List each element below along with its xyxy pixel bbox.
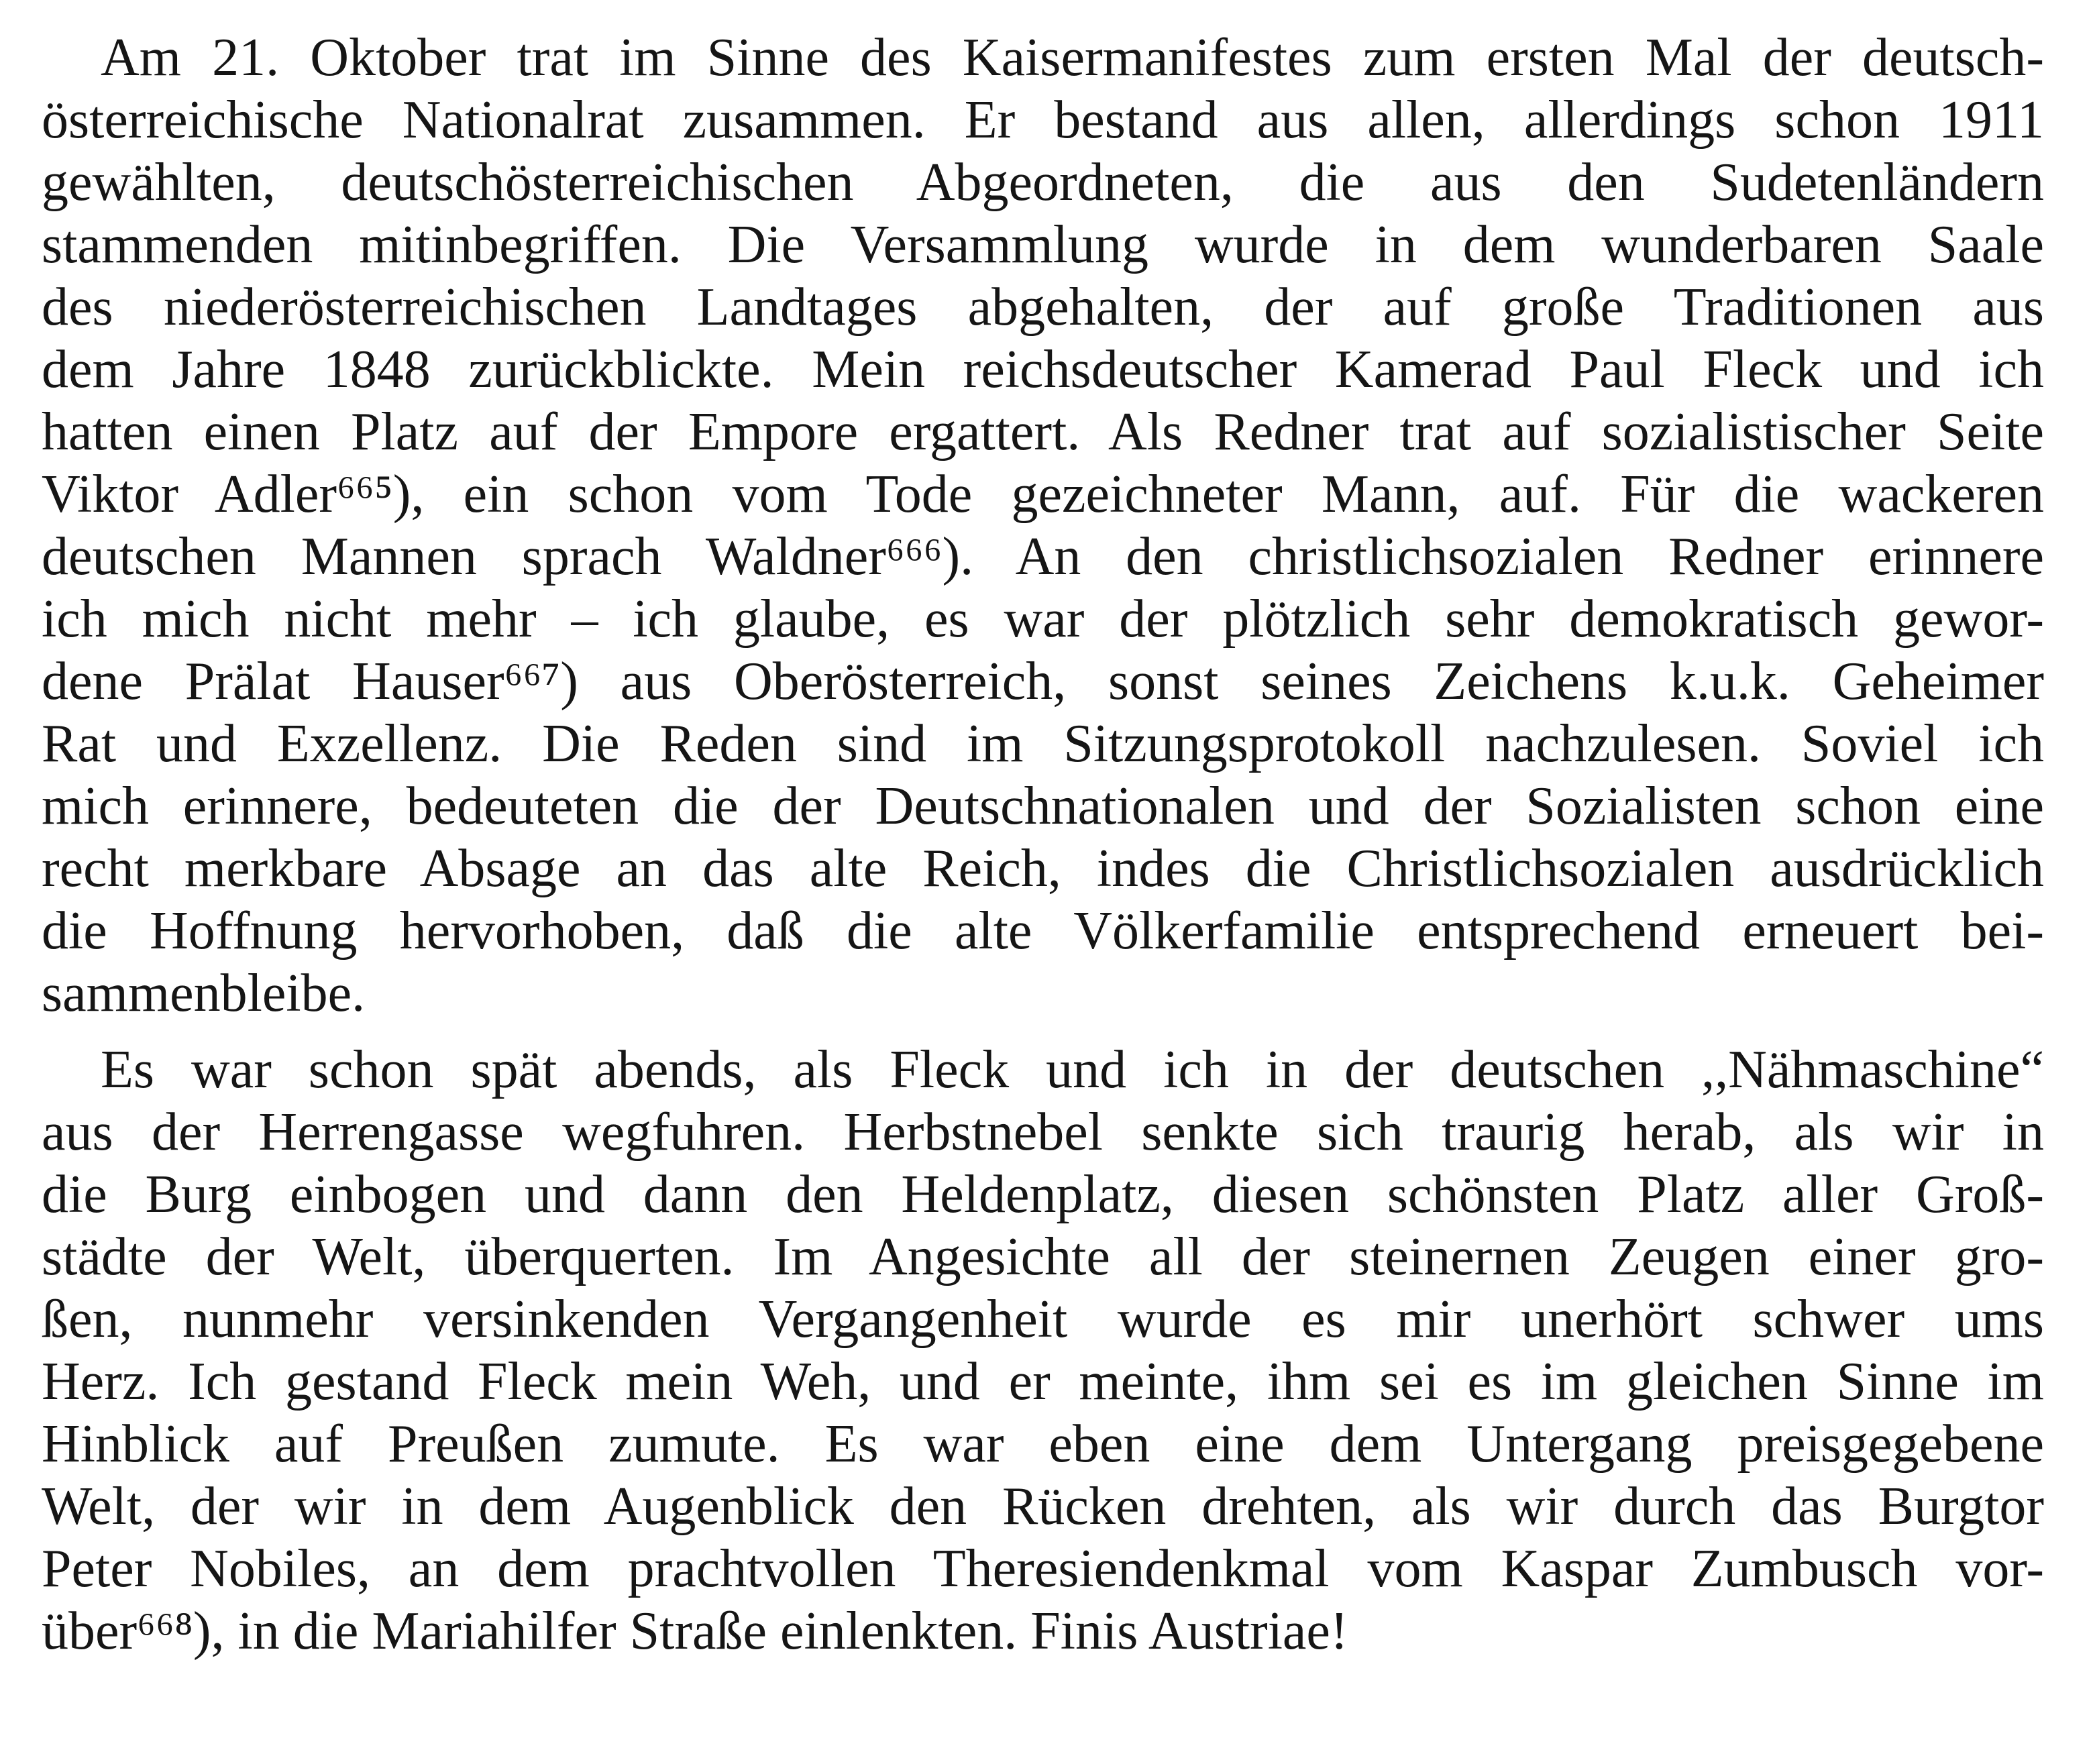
text-line: hatten einen Platz auf der Empore ergattert. Als Redner trat auf sozialistischer Seite [42, 402, 2044, 461]
text-line: ßen, nunmehr versinkenden Vergangenheit wurde es mir unerhört schwer ums [42, 1290, 2044, 1349]
text-line: des niederösterreichischen Landtages abgehalten, der auf große Traditionen aus [42, 278, 2044, 337]
text-line: Peter Nobiles, an dem prachtvollen Theresiendenkmal vom Kaspar Zumbusch vor- [42, 1539, 2044, 1598]
text-line: dene Prälat Hauser⁶⁶⁷) aus Oberösterreich, sonst seines Zeichens k.u.k. Geheimer [42, 652, 2044, 711]
text-line: sammenbleibe. [42, 964, 366, 1023]
paragraph-gap [42, 1025, 2044, 1039]
text-line: über⁶⁶⁸), in die Mariahilfer Straße einlenkten. Finis Austriae! [42, 1602, 1348, 1661]
text-line: Herz. Ich gestand Fleck mein Weh, und er meinte, ihm sei es im gleichen Sinne im [42, 1352, 2044, 1411]
text-line: stammenden mitinbegriffen. Die Versammlung wurde in dem wunderbaren Saale [42, 215, 2044, 274]
text-line: Am 21. Oktober trat im Sinne des Kaisermanifestes zum ersten Mal der deutsch- [101, 28, 2044, 87]
paragraph-1 [42, 27, 2044, 1025]
book-page [42, 27, 2044, 1663]
text-line: Rat und Exzellenz. Die Reden sind im Sitzungsprotokoll nachzulesen. Soviel ich [42, 714, 2044, 773]
text-line: Viktor Adler⁶⁶⁵), ein schon vom Tode gezeichneter Mann, auf. Für die wackeren [42, 465, 2044, 524]
text-line: dem Jahre 1848 zurückblickte. Mein reichsdeutscher Kamerad Paul Fleck und ich [42, 340, 2044, 399]
text-line: die Hoffnung hervorhoben, daß die alte Völkerfamilie entsprechend erneuert bei- [42, 901, 2044, 960]
text-line: städte der Welt, überquerten. Im Angesichte all der steinernen Zeugen einer gro- [42, 1227, 2044, 1286]
text-line: aus der Herrengasse wegfuhren. Herbstnebel senkte sich traurig herab, als wir in [42, 1103, 2044, 1162]
text-line: deutschen Mannen sprach Waldner⁶⁶⁶). An den christlichsozialen Redner erinnere [42, 527, 2044, 586]
text-line: recht merkbare Absage an das alte Reich, indes die Christlichsozialen ausdrücklich [42, 839, 2044, 898]
paragraph-2 [42, 1039, 2044, 1663]
text-line: mich erinnere, bedeuteten die der Deutschnationalen und der Sozialisten schon eine [42, 777, 2044, 836]
text-line: Es war schon spät abends, als Fleck und ich in der deutschen ,,Nähmaschine“ [101, 1040, 2044, 1099]
text-line: gewählten, deutschösterreichischen Abgeordneten, die aus den Sudetenländern [42, 153, 2044, 212]
text-line: österreichische Nationalrat zusammen. Er bestand aus allen, allerdings schon 1911 [42, 91, 2044, 150]
text-line: die Burg einbogen und dann den Heldenplatz, diesen schönsten Platz aller Groß- [42, 1165, 2044, 1224]
text-line: Welt, der wir in dem Augenblick den Rücken drehten, als wir durch das Burgtor [42, 1477, 2044, 1536]
text-line: ich mich nicht mehr – ich glaube, es war der plötzlich sehr demokratisch gewor- [42, 590, 2044, 649]
text-line: Hinblick auf Preußen zumute. Es war eben eine dem Untergang preisgegebene [42, 1415, 2044, 1474]
